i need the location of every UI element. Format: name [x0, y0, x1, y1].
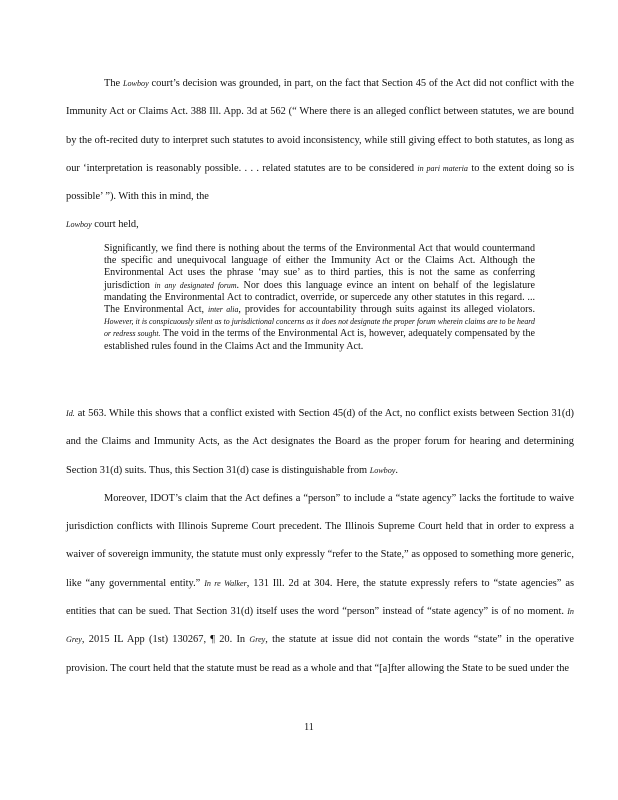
text-run: Moreover, IDOT’s claim that the Act defines a “person” to include a “state agency” lacks the fortitude to waive jurisdiction conflicts with Illinois Supreme Court precedent. The Illinois Supreme Court held that in order to express a waiver of sovereign immunity, the statute must only expressly “refer to the State,” as opposed to something more generic, like “any governmental entity.”: [66, 492, 574, 589]
body-paragraph-3: [66, 485, 574, 683]
case-name: Lowboy: [369, 465, 396, 475]
text-run: at 563. While this shows that a conflict existed with Section 45(d) of the Act, no conflict exists between Section 31(d) and the Claims and Immunity Acts, as the Act designates the Board as the proper forum for hearing and determining Section 31(d) suits. Thus, this Section 31(d) case is distinguishable from: [66, 408, 574, 476]
emphasis: in any designated forum: [154, 280, 237, 290]
text-run: , provides for accountability through suits against its alleged violators.: [238, 304, 535, 316]
text-run: to the extent doing so is possible’ ”). With this in mind, the: [66, 162, 574, 203]
body-paragraph-2: [66, 400, 574, 485]
text-run: court’s decision was grounded, in part, on the fact that Section 45 of the Act did not conflict with the Immunity Act or Claims Act. 388 Ill. App. 3d at 562 (“ Where there is an alleged conflict between statutes, we are bound by the oft-recited duty to interpret such statutes to avoid inconsistency, while still giving effect to both statutes, as long as our ‘interpretation is reasonably possible. . . . related statutes are to be considered: [66, 78, 574, 174]
text-run: .: [395, 464, 398, 476]
text-run: , 131 Ill. 2d at 304. Here, the statute expressly refers to “state agencies” as entities that can be sued. That Section 31(d) itself uses the word “person” instead of “state agency” is of no moment.: [66, 577, 574, 618]
text-run: , 2015 IL App (1st) 130267, ¶ 20. In: [81, 634, 250, 646]
text-run: court held,: [91, 219, 139, 231]
case-name: Lowboy: [122, 79, 149, 88]
page-number: 11: [304, 722, 314, 733]
case-name: Lowboy: [66, 220, 92, 230]
latin-phrase: in pari materia: [417, 163, 468, 173]
citation-id: Id.: [66, 409, 75, 418]
body-continuation: [66, 400, 574, 683]
case-name: In re Walker: [204, 578, 247, 588]
case-name: Grey: [249, 635, 266, 645]
text-run: , the statute at issue did not contain the words “state” in the operative provision. The court held that the statute must be read as a whole and that “[a]fter allowing the State to be sued under the: [66, 634, 574, 674]
block-quote: [104, 243, 535, 353]
body-paragraph-1: [66, 70, 574, 240]
case-name: In Grey: [66, 607, 574, 645]
text-run: Significantly, we find there is nothing about the terms of the Environmental Act that would countermand the specific and unequivocal language of either the Immunity Act or the Claims Act. Although the Environmental Act uses the phrase ‘may sue’ as to third parties, this is not the same as conferring jurisdiction: [104, 243, 535, 291]
text-run: . Nor does this language evince an intent on behalf of the legislature mandating the Environmental Act to contradict, override, or supercede any other statutes in this regard. ... The Environmental Act,: [104, 279, 535, 316]
text-run: The: [104, 78, 123, 89]
text-run: The void in the terms of the Environmental Act is, however, adequately compensated by the established rules found in the Claims Act and the Immunity Act.: [104, 328, 535, 352]
emphasis: However, it is conspicuously silent as to jurisdictional concerns as it does not designate the proper forum wherein claims are to be heard or redress sought.: [104, 317, 535, 339]
latin-phrase: inter alia: [207, 305, 239, 315]
